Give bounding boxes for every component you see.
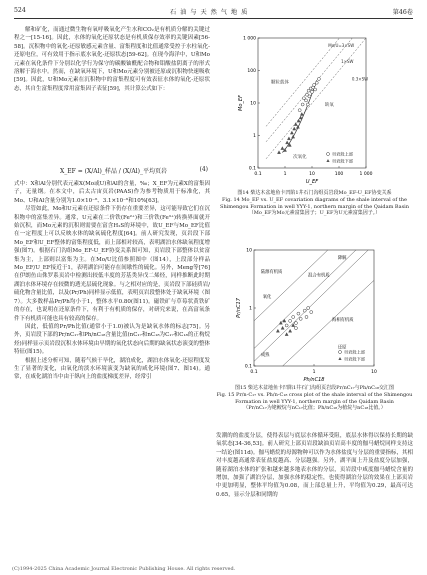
left-paragraph-1: 解和矿化，而通过微生物有氧呼吸氧化产生水和CO₂是有机质分解的关键过程之一[15-16]。因此，水体的氧化还原状态是有机质保存效率的关键因素[56-58]。沉积物中的氧化-还原敏感元素含量、富集程度和比值通常受控于水柱氧化-还原电位，可有效用于指示底水氧化-还原状态[59-62]。在现今海洋中，U和Mo元素在氧化条件下分别以化学行为保守的碳酸铀酰配合物和钼酸盐阴离子的形式溶解于海水中。然而，在缺氧环境下，U和Mo元素分别被还原或沉积物快速吸收[59]。因此，U和Mo元素在沉积物中的富集程度可有效表征水体的氧化-还原状态，其自生富集程度常用富集因子表征[59]，其计算公式如下：	[14, 27, 210, 92]
field-label-mature: 成熟	[260, 352, 270, 358]
field-boundary-line	[254, 250, 328, 321]
data-point-lower	[300, 112, 303, 115]
legend-lower-marker	[338, 357, 341, 360]
left-column-top	[14, 26, 210, 160]
data-point-upper	[311, 90, 314, 93]
ref-label-1sw: 1×SW	[341, 58, 354, 64]
figure-14-chart	[216, 30, 413, 190]
x-axis-label: U_EF	[305, 179, 319, 185]
legend-lower-marker	[326, 159, 329, 162]
data-point-upper	[313, 83, 316, 86]
page-number: 524	[14, 7, 26, 14]
data-point-lower	[283, 149, 286, 152]
legend-lower-label: 页岩段下部	[344, 356, 365, 362]
data-point-lower	[286, 141, 289, 144]
y-tick-label: 0.1	[244, 364, 252, 370]
annotation-suboxic: 次氧化	[293, 155, 307, 161]
data-point-lower	[277, 151, 280, 154]
y-tick-label: 10	[246, 248, 252, 254]
figure-15-caption-en: Fig. 15 Pr/n-C₁₇ vs. Ph/n-C₁₈ cross plot of the shale interval of the Shimengou Formation in well YYY-1, northern margin of the Qaidam Basin	[216, 391, 413, 405]
legend-upper-marker	[339, 351, 342, 354]
right-paragraph-1: 发潮的的盐度分层，使得表层与底层水体循环受阻，底层水体得以保持长期的缺氧状态[34-36,53]。前人研究上部页岩段缺油页岩高丰度的伽马蜡烷同样支持这一结论(图11d)。伽马蜡烷的母源物种可以作为水体盐度与分层的重要指标，其相对丰度越高通常表征盐度越高、分层越强。另外，湖平面上升及盐度分层加强，随着湖泊水体的扩张和越来越多地表水体的分层，页岩段中咸度伽马蜡烷含量的增加，加强了湖泊分层，加强水体的稳定性，也使得湖泊分层的效果在上部页岩中更加明显，整体平均值为0.08，而上部总量上升，平均值为0.29，最高可达0.65，显示分层和同期的	[216, 433, 413, 498]
legend-lower-label: 页岩段下部	[332, 158, 353, 164]
data-point-upper	[310, 311, 313, 314]
figure-15-caption-note: （Pr/nC₁₇为姥鲛烷与nC₁₇比值；Ph/nC₁₈为植烷与nC₁₈比值。）	[243, 405, 386, 412]
x-tick-label: 0.1	[254, 172, 262, 177]
page-header	[0, 0, 427, 20]
data-point-upper	[301, 103, 304, 106]
data-point-lower	[293, 127, 296, 130]
y-tick-label: 100	[247, 69, 256, 74]
x-tick-label: 100	[334, 172, 344, 177]
data-point-lower	[281, 326, 284, 329]
y-tick-label: 10	[250, 101, 256, 107]
legend-upper-marker	[327, 153, 330, 156]
left-paragraph-2: 式中：X和Al分别代表元素X(Mo或U)和Al的含量，‰；X_EF为元素X的富集因子，无量纲。在本文中，后太古宙页岩(PAAS)作为参考物质用于标准化，其Mo、U和Al含量分别为1.0×10⁻⁶、3.1×10⁻⁶和10%[63]。	[14, 181, 210, 204]
legend-upper-label: 页岩段上部	[332, 151, 353, 157]
field-label-marine: 海相有机质	[332, 317, 354, 323]
y-tick-label: 1	[253, 134, 256, 139]
y-tick-label: 0.1	[248, 166, 256, 172]
left-column-bottom	[14, 180, 210, 562]
figure-15-caption	[216, 385, 413, 412]
data-point-upper	[292, 315, 295, 318]
field-label-degraded: 降解	[337, 255, 347, 261]
data-point-lower	[299, 116, 302, 119]
legend-upper-label: 页岩段上部	[344, 349, 365, 355]
data-point-upper	[294, 322, 297, 325]
figure-15-caption-cn: 图15 柴达木盆地鱼卡凹陷1井石门沟组页岩段Pr/nC₁₇与Ph/nC₁₈交汇图	[235, 385, 394, 391]
journal-title: 石 油 与 天 然 气 地 质	[170, 9, 249, 16]
copyright-footnote: (C)1994-2025 China Academic Journal Electronic Publishing House. All rights reserved.	[12, 566, 236, 572]
x-tick-label: 1 000	[359, 172, 373, 177]
data-point-lower	[287, 137, 290, 140]
figure-15	[216, 244, 413, 384]
data-point-upper	[285, 324, 288, 327]
figure-14-caption-note: （Mo_EF为Mo元素富集因子；U_EF为U元素富集因子。）	[248, 210, 381, 217]
x-tick-label: 0.1	[250, 370, 258, 375]
data-point-lower	[294, 123, 297, 126]
figure-14-caption	[216, 190, 413, 217]
figure-14	[216, 30, 413, 190]
x-tick-label: 1	[283, 172, 287, 177]
data-point-upper	[306, 103, 309, 106]
formula: X_EF = (X/Al)_样品 / (X/Al)_平均页岩	[60, 168, 167, 175]
y-tick-label: 1	[249, 306, 252, 312]
annotation-anoxic: 缺氧	[324, 103, 334, 109]
x-tick-label: 10	[371, 370, 377, 375]
data-point-lower	[292, 135, 295, 138]
left-paragraph-4: 因此，低值的Pr/Ph比值(通常小于1.0)被认为是缺氧水体的标志[75]。另外，页岩段下部的Pr/nC₁₇和Ph/nC₁₈含量比值(nC₁₇和nC₁₈为C₁₇和C₁₈的正构烷烃)同样显示页岩段沉积水体环境由早期的氧化状态向后期的缺氧状态演变的整体特征(图15)。	[14, 323, 210, 356]
figure-14-caption-en: Fig. 14 Mo_EF vs. U_EF covariation diagrams of the shale interval of the Shimengou Formation in well YYY-1, northern margin of the Qaidam Basin	[220, 196, 409, 210]
data-point-upper	[305, 315, 308, 318]
field-label-mixed: 混合有机质	[308, 273, 330, 279]
figure-15-chart	[216, 244, 413, 384]
x-tick-label: 1	[312, 370, 316, 375]
right-column-text	[216, 432, 413, 564]
y-axis-label: Mo_EF	[238, 95, 244, 111]
left-paragraph-5: 根据上述分析可知，随着气候干旱化，湖泊成化，湖泊水体氧化-还原程度发生了显著的变化，由氧化的淡水环境演变为缺氧的咸化环境(图7、图14)。通常，在咸化湖泊当中由于纵向上的盐度梯度差异，经常引	[14, 357, 210, 381]
data-point-upper	[305, 99, 308, 102]
data-point-lower	[281, 147, 284, 150]
data-point-upper	[299, 317, 302, 320]
data-point-lower	[285, 333, 288, 336]
y-axis-label: Pr/nC17	[236, 298, 242, 318]
volume-label: 第46卷	[392, 9, 413, 16]
data-point-lower	[290, 131, 293, 134]
field-label-terrestrial: 陆源有机质	[260, 270, 283, 276]
data-point-upper	[289, 319, 292, 322]
data-point-upper	[308, 95, 311, 98]
data-point-upper	[315, 81, 318, 84]
x-tick-label: 10	[309, 172, 315, 177]
x-axis-label: Ph/nC18	[303, 377, 325, 383]
data-point-upper	[317, 77, 320, 80]
ref-label-03sw: 0.3×SW	[351, 76, 369, 82]
field-label-reducing: 还原	[337, 345, 347, 351]
formula-number: (4)	[199, 166, 208, 173]
header-rule	[14, 18, 413, 19]
data-point-upper	[314, 88, 317, 91]
left-paragraph-3: 尽管如此，Mo和U元素在还原条件下仍存在重要差异，这可能导致它们在沉积物中的富集差异。通常，U元素在二价铁(Fe²⁺)和三价铁(Fe³⁺)转换界面就开始沉积，而Mo元素的沉积则需要在富含H₂S的环境中，故U_EF与Mo_EF比值在一定程度上可以反映水体的缺氧硫化程度[64]。前人研究发现，页岩段下部Mo_EF和U_EF整体的富集程度低，而上部相对较高，表明湖泊水体缺氧程度增强(图7)。根据石门沟组Mo_EF-U_EF协变关系图可知，页岩段下部整体以贫富集为主，上部则以富集为主。在Mo/U比值参照图中（图14），上段部分样品Mo_EF/U_EF接近于1，表明湖泊可能存在间歇性的硫化。另外，Meng等[76]在伊朗鱼山侏罗系页岩中检测出较低丰度的芳基类异戊二烯烃，同样推断此时期湖泊水体环境存在较微的透光层硫化现象。与之相对应的是，页岩段下部硅质岩/硫化物含量比值，以及(Pr/Ph)同样显示低值，表明页岩段整体处于缺氧环境（图7）。大多数样品Pr/Ph均小于1，整体水平0.80(图11)。磁铁矿与草莓状黄铁矿的存在，也说明在还原条件下，有利于有机质的保存，对研究来说，在高富氧条件下有机质可能也具有较高的保存。	[14, 206, 210, 322]
field-boundary-line	[254, 250, 368, 361]
data-point-upper	[297, 312, 300, 315]
data-point-upper	[294, 327, 297, 330]
y-tick-label: 1 000	[243, 36, 256, 42]
field-label-oxidizing: 氧化	[262, 294, 272, 300]
formula-block	[20, 166, 208, 176]
figure-14-caption-cn: 图14 柴达木盆地鱼卡凹陷1井石门沟组页岩段Mo_EF-U_EF协变关系	[237, 190, 392, 196]
data-point-upper	[307, 307, 310, 310]
annotation-particle: 颗粒载体	[270, 80, 289, 86]
data-point-upper	[303, 309, 306, 312]
data-point-lower	[289, 329, 292, 332]
data-point-upper	[298, 109, 301, 112]
seawater-reference-line	[266, 38, 369, 159]
ref-label-3sw: Mo/U=3×SW	[328, 43, 355, 49]
data-point-lower	[276, 329, 279, 332]
